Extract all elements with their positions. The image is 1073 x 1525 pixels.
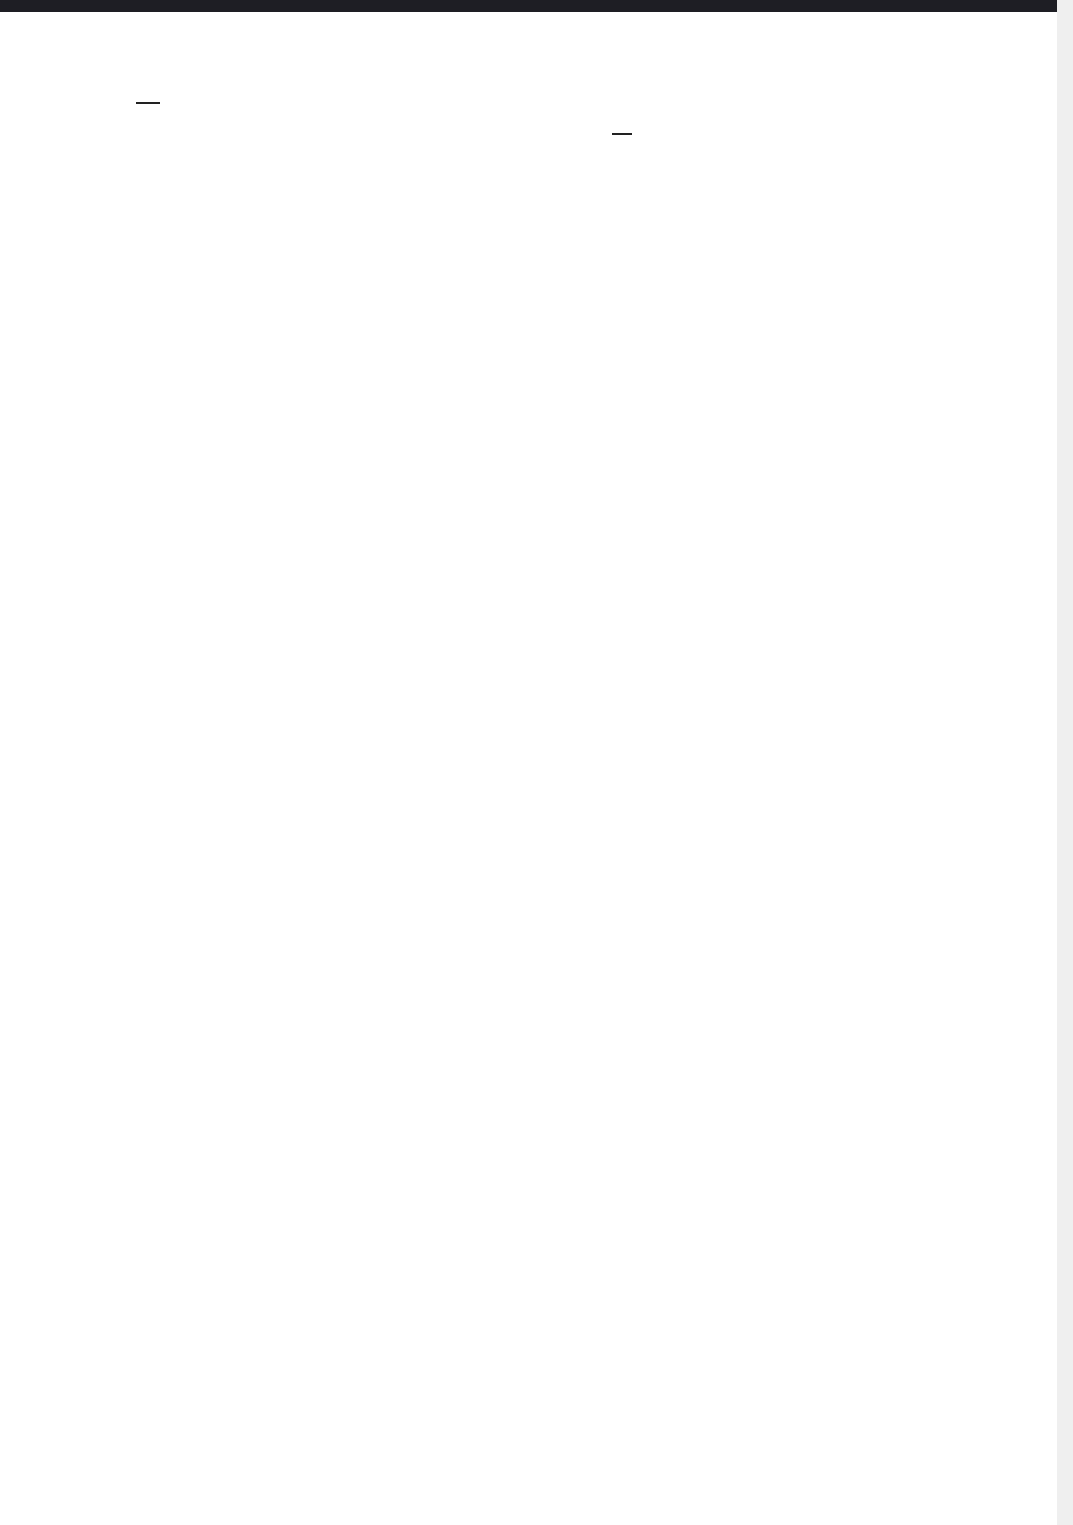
top-edge-bar: [0, 0, 1073, 12]
maker-line: [612, 116, 942, 146]
scanner-watermark: [822, 1476, 1042, 1510]
right-edge-bar: [1057, 0, 1073, 1525]
document-title: [130, 84, 930, 114]
grade-value: [136, 102, 160, 104]
maker-names: [612, 133, 632, 135]
